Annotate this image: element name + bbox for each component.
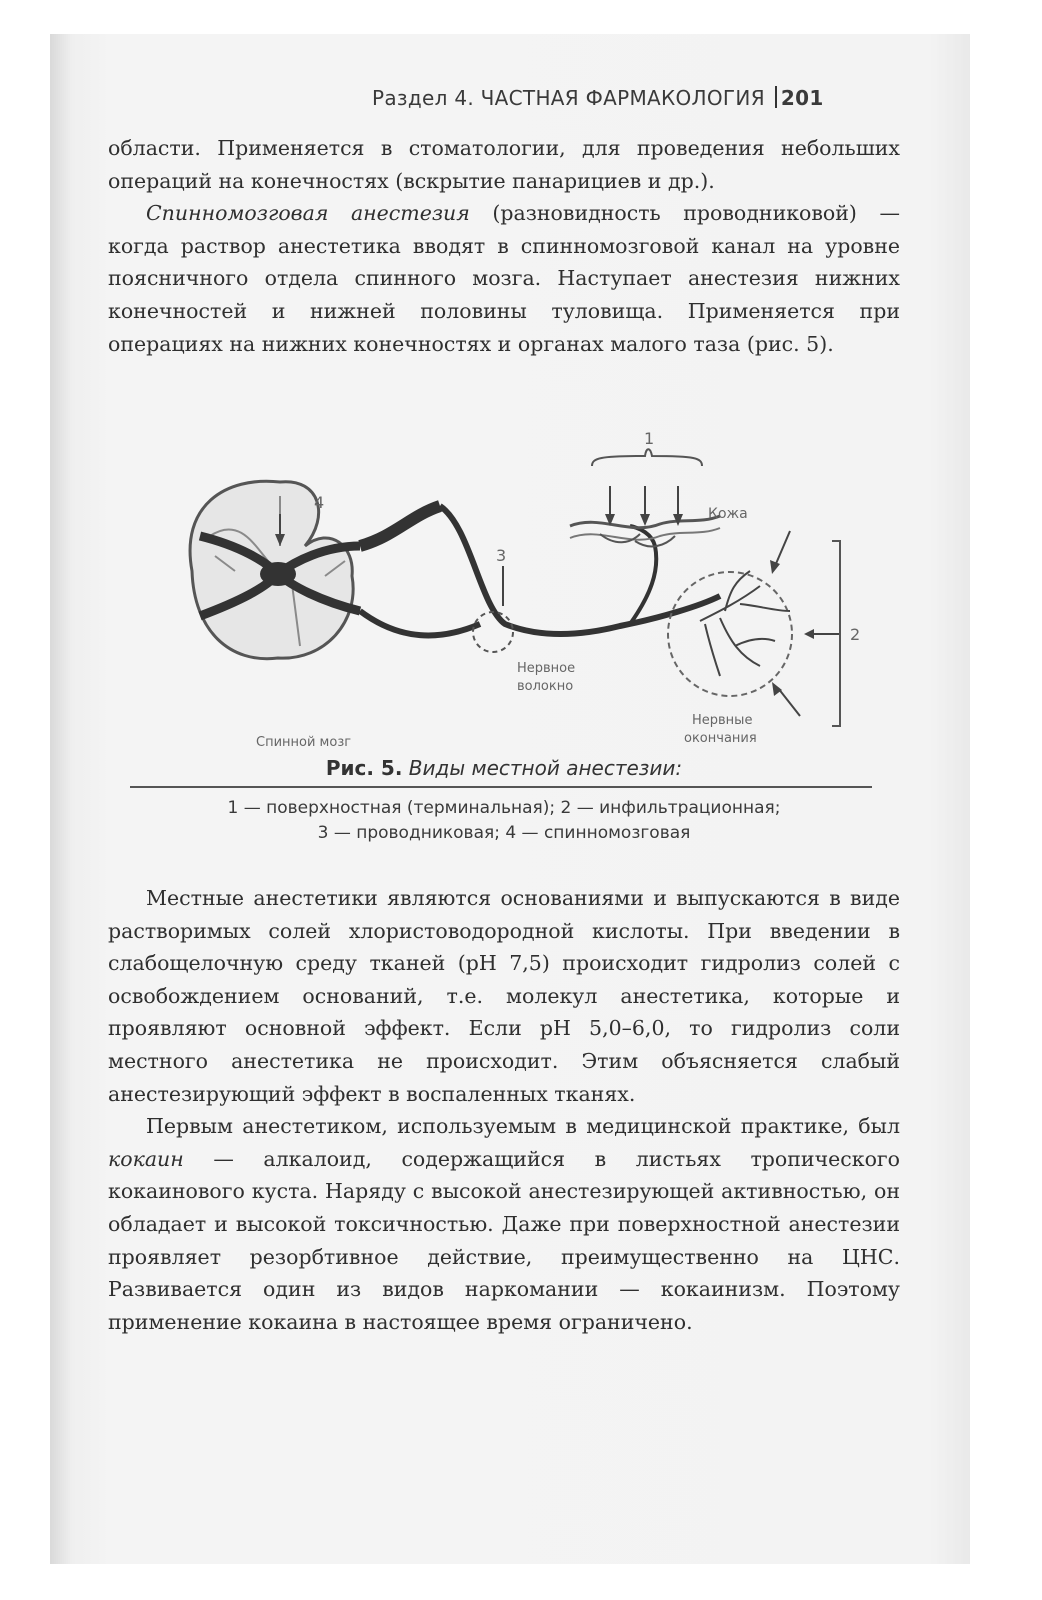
paragraph-text: — алкалоид, содержащийся в листьях тропического кокаинового куста. Наряду с высокой анестезирующей активностью, он обладает и высокой токсичностью. Даже при поверхностной анестезии проявляет резорбтивное действие, преимущественно на ЦНС. Развивается один из видов наркомании — кокаинизм. Поэтому применение кокаина в настоящее время ограничено. — [108, 1146, 900, 1334]
spinal-cord-drawing — [190, 481, 360, 658]
caption-divider — [130, 786, 872, 788]
marker-1: 1 — [644, 429, 655, 448]
nerve-endings-drawing — [668, 531, 840, 726]
term-cocaine: кокаин — [108, 1146, 184, 1171]
marker-2: 2 — [850, 625, 861, 644]
term-spinal-anesthesia: Спинномозговая анестезия — [146, 201, 470, 226]
label-spinal-cord: Спинной мозг — [256, 735, 352, 750]
figure-title: Виды местной анестезии: — [408, 756, 683, 780]
marker-4: 4 — [314, 493, 325, 512]
label-endings-2: окончания — [684, 731, 757, 746]
surface-arrows — [592, 449, 702, 526]
anesthesia-figure — [160, 396, 870, 756]
paragraph-text: Первым анестетиком, используемым в медицинской практике, был — [146, 1114, 900, 1139]
paragraph-text: (разновидность проводниковой) — когда раствор анестетика вводят в спинномозговой канал на уровне поясничного отдела спинного мозга. Наступает анестезия нижних конечностей и нижней половины туловища. Применяется при операциях на нижних конечностях и органах малого таза (рис. 5). — [108, 201, 900, 356]
label-endings-1: Нервные — [692, 713, 753, 728]
legend-line-1: 1 — поверхностная (терминальная); 2 — инфильтрационная; — [227, 798, 781, 818]
paragraph-spinal-anesthesia — [108, 197, 900, 360]
page-number: 201 — [780, 86, 824, 110]
paragraph-local-anesthetics: Местные анестетики являются основаниями и выпускаются в виде растворимых солей хлористоводородной кислоты. При введении в слабощелочную среду тканей (рН 7,5) происходит гидролиз солей с освобождением оснований, т.е. молекул анестетика, которые и проявляют основной эффект. Если рН 5,0–6,0, то гидролиз соли местного анестетика не происходит. Этим объясняется слабый анестезирующий эффект в воспаленных тканях. — [108, 886, 900, 1106]
ventral-root — [360, 611, 480, 635]
marker-3: 3 — [496, 546, 507, 565]
dorsal-root — [360, 506, 440, 546]
skin-branch — [630, 526, 656, 624]
text-block-bottom — [108, 882, 900, 1338]
legend-line-2: 3 — проводниковая; 4 — спинномозговая — [317, 823, 691, 843]
book-page — [50, 34, 970, 1564]
text-block-top — [108, 132, 900, 360]
paragraph-cocaine — [108, 1110, 900, 1338]
section-title: Раздел 4. ЧАСТНАЯ ФАРМАКОЛОГИЯ — [372, 86, 765, 110]
label-fiber-1: Нервное — [517, 661, 576, 676]
header-divider — [775, 86, 777, 108]
conduction-site — [473, 612, 513, 652]
running-header — [372, 86, 892, 120]
figure-caption — [108, 756, 900, 780]
label-skin: Кожа — [708, 506, 748, 522]
figure-number: Рис. 5. — [325, 756, 403, 780]
label-fiber-2: волокно — [517, 679, 574, 694]
figure-legend — [108, 796, 900, 846]
paragraph-continuation: области. Применяется в стоматологии, для проведения небольших операций на конечностях (вскрытие панарициев и др.). — [108, 136, 900, 193]
